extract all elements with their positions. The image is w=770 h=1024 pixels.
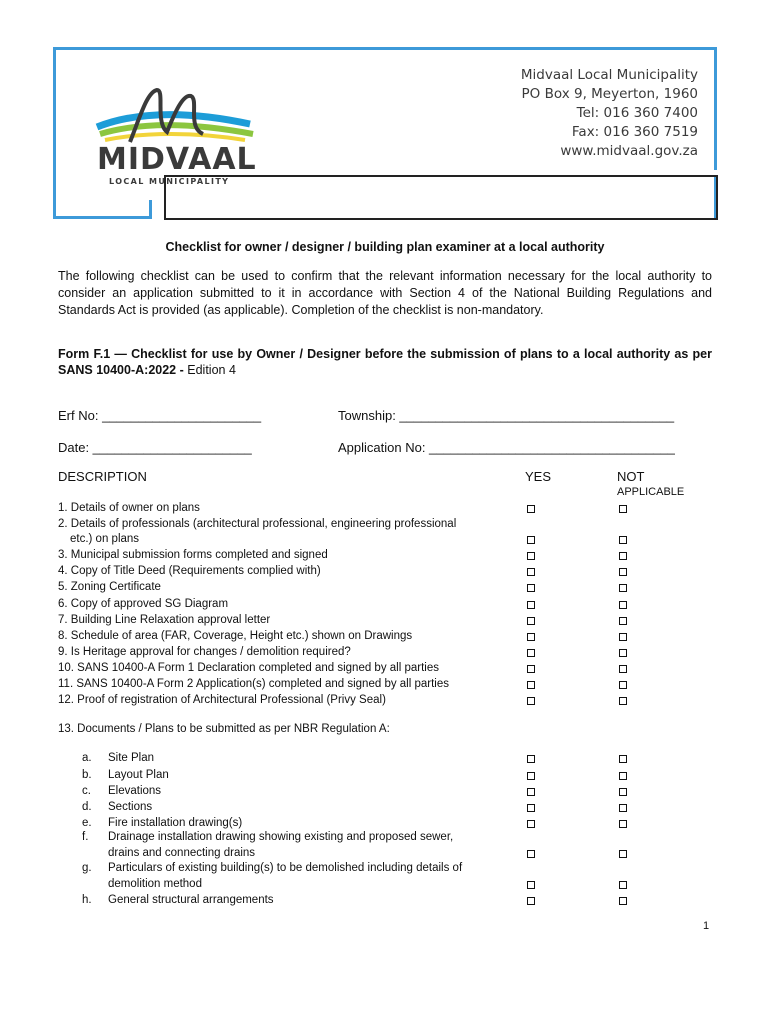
subitem-text: Elevations <box>108 785 162 797</box>
checklist-item: 6. Copy of approved SG Diagram <box>58 598 229 610</box>
checklist-item-cont: etc.) on plans <box>70 533 140 545</box>
logo-brand: MIDVAAL <box>97 142 257 177</box>
subitem-letter: d. <box>82 801 92 813</box>
yes-checkbox[interactable] <box>527 697 535 705</box>
subitem-text: Particulars of existing building(s) to be demolished including details of <box>108 862 463 874</box>
checklist-item: 9. Is Heritage approval for changes / demolition required? <box>58 646 351 658</box>
checklist-item: 4. Copy of Title Deed (Requirements complied with) <box>58 565 321 577</box>
not-applicable-checkbox[interactable] <box>619 697 627 705</box>
header-frame-blue-bottom <box>53 216 152 219</box>
page-number: 1 <box>703 920 710 932</box>
logo-subtitle: LOCAL MUNICIPALITY <box>109 177 230 186</box>
not-applicable-checkbox[interactable] <box>619 881 627 889</box>
yes-checkbox[interactable] <box>527 755 535 763</box>
subitem-letter: e. <box>82 817 92 829</box>
yes-checkbox[interactable] <box>527 772 535 780</box>
erf-no-field[interactable]: Erf No: ______________________ <box>58 408 262 423</box>
yes-checkbox[interactable] <box>527 897 535 905</box>
yes-checkbox[interactable] <box>527 665 535 673</box>
header-yes: YES <box>525 469 552 484</box>
not-applicable-checkbox[interactable] <box>619 584 627 592</box>
subitem-letter: b. <box>82 769 92 781</box>
subitem-letter: g. <box>82 862 92 874</box>
checklist-item-13: 13. Documents / Plans to be submitted as per NBR Regulation A: <box>58 723 390 735</box>
address-line: Midvaal Local Municipality <box>520 67 698 83</box>
yes-checkbox[interactable] <box>527 568 535 576</box>
checklist-item: 7. Building Line Relaxation approval letter <box>58 614 271 626</box>
yes-checkbox[interactable] <box>527 617 535 625</box>
yes-checkbox[interactable] <box>527 552 535 560</box>
not-applicable-checkbox[interactable] <box>619 568 627 576</box>
checklist-item: 5. Zoning Certificate <box>58 581 161 593</box>
not-applicable-checkbox[interactable] <box>619 601 627 609</box>
not-applicable-checkbox[interactable] <box>619 788 627 796</box>
subitem-text: Sections <box>108 801 153 813</box>
yes-checkbox[interactable] <box>527 881 535 889</box>
checklist-item: 3. Municipal submission forms completed and signed <box>58 549 328 561</box>
subitem-letter: a. <box>82 752 92 764</box>
header-not: NOT <box>617 469 645 484</box>
subitem-text: Layout Plan <box>108 769 169 781</box>
date-field[interactable]: Date: ______________________ <box>58 440 252 455</box>
header-applicable: APPLICABLE <box>617 486 685 498</box>
checklist-item: 11. SANS 10400-A Form 2 Application(s) completed and signed by all parties <box>58 678 449 690</box>
form-title-text: Form F.1 — Checklist for use by Owner / Designer before the submission of plans to a local authority as per SANS 10400-A:2022 - <box>58 347 712 377</box>
subitem-text: General structural arrangements <box>108 894 274 906</box>
subitem-letter: c. <box>82 785 91 797</box>
address-line: PO Box 9, Meyerton, 1960 <box>521 86 698 102</box>
yes-checkbox[interactable] <box>527 649 535 657</box>
subitem-letter: f. <box>82 831 89 843</box>
not-applicable-checkbox[interactable] <box>619 820 627 828</box>
not-applicable-checkbox[interactable] <box>619 772 627 780</box>
checklist-item: 2. Details of professionals (architectural professional, engineering professional <box>58 518 457 530</box>
subitem-text: Fire installation drawing(s) <box>108 817 243 829</box>
not-applicable-checkbox[interactable] <box>619 536 627 544</box>
form-title <box>58 346 712 378</box>
subitem-text-cont: drains and connecting drains <box>108 847 256 859</box>
not-applicable-checkbox[interactable] <box>619 804 627 812</box>
not-applicable-checkbox[interactable] <box>619 755 627 763</box>
not-applicable-checkbox[interactable] <box>619 505 627 513</box>
yes-checkbox[interactable] <box>527 788 535 796</box>
application-no-field[interactable]: Application No: __________________________________ <box>338 440 675 455</box>
township-field[interactable]: Township: ______________________________________ <box>338 408 675 423</box>
yes-checkbox[interactable] <box>527 536 535 544</box>
subitem-letter: h. <box>82 894 92 906</box>
form-edition: Edition 4 <box>187 363 236 377</box>
checklist-item: 12. Proof of registration of Architectural Professional (Privy Seal) <box>58 694 386 706</box>
address-line: Tel: 016 360 7400 <box>576 105 698 121</box>
yes-checkbox[interactable] <box>527 820 535 828</box>
midvaal-logo <box>95 82 265 188</box>
checklist-item: 10. SANS 10400-A Form 1 Declaration completed and signed by all parties <box>58 662 439 674</box>
checklist-item: 1. Details of owner on plans <box>58 502 200 514</box>
municipality-address <box>521 66 698 161</box>
subitem-text: Drainage installation drawing showing existing and proposed sewer, <box>108 831 454 843</box>
not-applicable-checkbox[interactable] <box>619 633 627 641</box>
not-applicable-checkbox[interactable] <box>619 897 627 905</box>
yes-checkbox[interactable] <box>527 601 535 609</box>
document-title: Checklist for owner / designer / building plan examiner at a local authority <box>165 240 605 254</box>
checklist-item: 8. Schedule of area (FAR, Coverage, Height etc.) shown on Drawings <box>58 630 413 642</box>
yes-checkbox[interactable] <box>527 804 535 812</box>
header-description: DESCRIPTION <box>58 469 147 484</box>
subitem-text-cont: demolition method <box>108 878 202 890</box>
address-line: www.midvaal.gov.za <box>560 143 698 159</box>
not-applicable-checkbox[interactable] <box>619 850 627 858</box>
yes-checkbox[interactable] <box>527 584 535 592</box>
subitem-text: Site Plan <box>108 752 155 764</box>
not-applicable-checkbox[interactable] <box>619 665 627 673</box>
yes-checkbox[interactable] <box>527 850 535 858</box>
intro-paragraph: The following checklist can be used to confirm that the relevant information necessary for the local authority to consider an application submitted to it in accordance with Section 4 of the National Building Regulations and Standards Act is provided (as applicable). Completion of the checklist is non-mandatory. <box>58 269 712 317</box>
yes-checkbox[interactable] <box>527 681 535 689</box>
not-applicable-checkbox[interactable] <box>619 617 627 625</box>
not-applicable-checkbox[interactable] <box>619 552 627 560</box>
address-line: Fax: 016 360 7519 <box>571 124 698 140</box>
not-applicable-checkbox[interactable] <box>619 681 627 689</box>
not-applicable-checkbox[interactable] <box>619 649 627 657</box>
yes-checkbox[interactable] <box>527 505 535 513</box>
yes-checkbox[interactable] <box>527 633 535 641</box>
